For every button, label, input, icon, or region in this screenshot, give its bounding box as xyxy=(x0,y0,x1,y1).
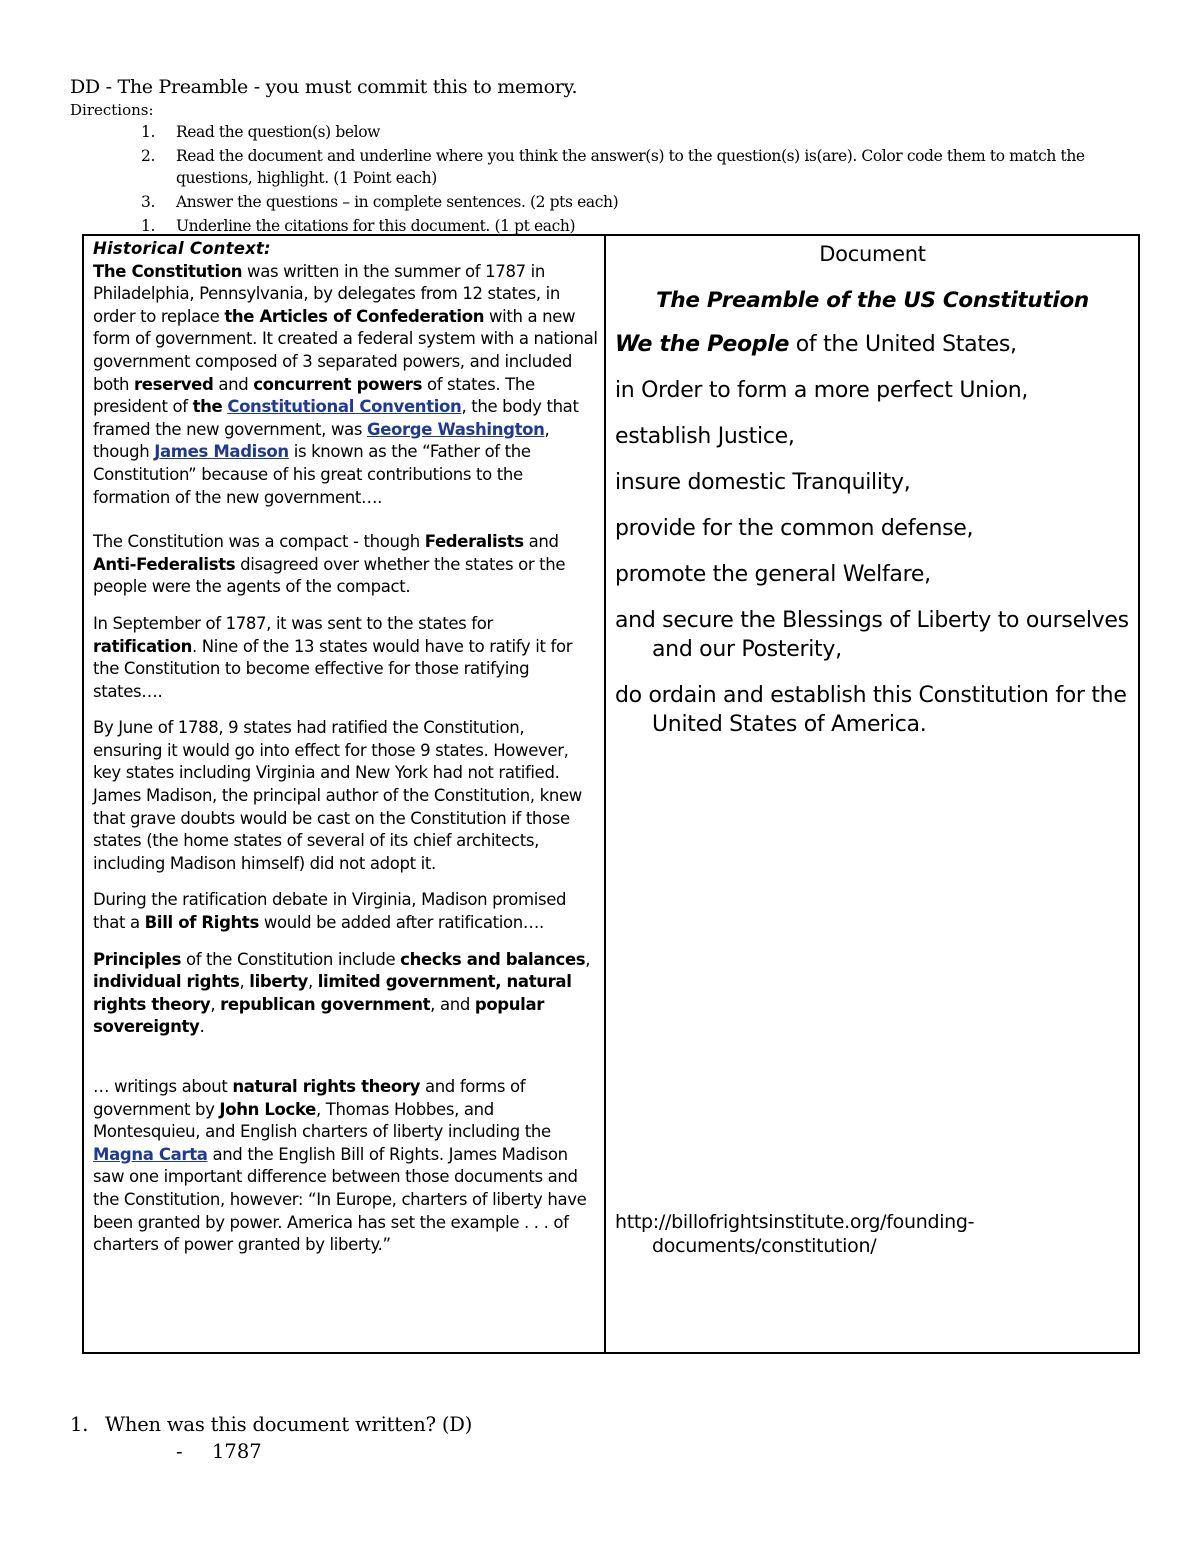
text: was written in the summer of 1787 in Philadelphia, Pennsylvania, by delegates from 12 states, in order to replace xyxy=(93,261,560,326)
preamble-line: do ordain and establish this Constitution for the United States of America. xyxy=(615,683,1127,737)
text: , xyxy=(210,994,221,1014)
document-label: Document xyxy=(819,242,926,266)
bold-term: Federalists xyxy=(424,532,524,552)
bold-term: The Constitution xyxy=(93,261,243,281)
text: , xyxy=(585,949,591,969)
text: . Nine of the 13 states would have to ratify it for the Constitution to become effective for those ratifying states…. xyxy=(93,636,573,701)
text: , and xyxy=(430,994,475,1014)
bold-term: limited government, natural rights theory xyxy=(93,972,572,1014)
bold-term: concurrent powers xyxy=(253,374,423,394)
list-number: 3. xyxy=(141,193,155,211)
context-paragraph xyxy=(93,531,598,599)
bold-term: Anti-Federalists xyxy=(93,554,236,574)
text: . xyxy=(199,1017,205,1037)
james-madison-link[interactable]: James Madison xyxy=(154,442,289,462)
text: , though xyxy=(93,419,550,462)
text: and xyxy=(523,532,559,552)
context-paragraph xyxy=(93,1076,598,1257)
preamble-line: insure domestic Tranquility, xyxy=(615,470,911,495)
context-paragraph xyxy=(93,261,598,510)
preamble-line xyxy=(615,330,1130,359)
list-text: Read the question(s) below xyxy=(176,123,381,141)
bold-term: popular sovereignty xyxy=(93,994,545,1037)
preamble-line: establish Justice, xyxy=(615,424,795,449)
context-heading: Historical Context: xyxy=(93,239,271,258)
column-divider xyxy=(604,236,606,1352)
bold-term: the Articles of Confederation xyxy=(224,306,485,326)
answer-dash: - xyxy=(176,1440,183,1463)
bold-term: liberty xyxy=(249,972,308,992)
bold-term: ratification xyxy=(93,636,192,656)
bold-term: natural rights theory xyxy=(232,1077,421,1096)
text: , xyxy=(239,972,250,992)
text: … writings about xyxy=(93,1077,233,1096)
text: , xyxy=(307,972,318,992)
historical-context-column xyxy=(93,238,598,1271)
source-url[interactable]: http://billofrightsinstitute.org/founding-documents/constitution/ xyxy=(615,1211,975,1257)
text: In September of 1787, it was sent to the states for xyxy=(93,613,493,633)
context-paragraph xyxy=(93,889,598,934)
context-paragraph: By June of 1788, 9 states had ratified the Constitution, ensuring it would go into effect for those 9 states. However, key states including Virginia and New York had not ratified. James Madison, the principal author of the Constitution, knew that grave doubts would be cast on the Constitution if those states (the home states of several of its chief architects, including Madison himself) did not adopt it. xyxy=(93,718,582,873)
list-text: Read the document and underline where you think the answer(s) to the question(s) is(are). Color code them to match the questions, highlight. (1 Point each) xyxy=(176,147,1085,187)
preamble-line: provide for the common defense, xyxy=(615,516,974,541)
george-washington-link[interactable]: George Washington xyxy=(367,419,545,439)
list-item xyxy=(0,145,1200,189)
list-number: 2. xyxy=(141,147,155,165)
preamble-line: in Order to form a more perfect Union, xyxy=(615,378,1029,403)
text: of the Constitution include xyxy=(181,949,401,969)
directions-label: Directions: xyxy=(70,101,154,119)
text: , the body that framed the new government, was xyxy=(93,397,579,439)
question-number: 1. xyxy=(70,1413,89,1436)
bold-term: Principles xyxy=(93,949,182,969)
document-table xyxy=(82,234,1140,1354)
document-column xyxy=(615,238,1130,1257)
text: with a new form of government. It created a federal system with a national government composed of 3 separated powers, and included both xyxy=(93,306,598,394)
preamble-line: promote the general Welfare, xyxy=(615,562,931,587)
list-text: Underline the citations for this document. (1 pt each) xyxy=(176,217,576,235)
text: and forms of government by xyxy=(93,1077,526,1119)
bold-term: Bill of Rights xyxy=(144,913,259,933)
list-number: 1. xyxy=(141,217,155,235)
directions-list xyxy=(0,121,1200,239)
text: disagreed over whether the states or the people were the agents of the compact. xyxy=(93,554,566,597)
answer-1 xyxy=(176,1440,262,1463)
text: is known as the “Father of the Constitution” because of his great contributions to the formation of the new government…. xyxy=(93,442,531,507)
bold-term: the xyxy=(192,397,223,417)
bold-term: individual rights xyxy=(93,972,240,992)
document-title: The Preamble of the US Constitution xyxy=(656,288,1089,313)
text: and the English Bill of Rights. James Madison saw one important difference between those documents and the Constitution, however: “In Europe, charters of liberty have been granted by power. America has set the example . . . of charters of power granted by liberty.” xyxy=(93,1144,587,1255)
page-title: DD - The Preamble - you must commit this to memory. xyxy=(70,76,578,98)
text: of states. The president of xyxy=(93,374,535,417)
text: The Constitution was a compact - though xyxy=(93,532,425,552)
preamble-line: and secure the Blessings of Liberty to ourselves and our Posterity, xyxy=(615,608,1129,662)
context-paragraph xyxy=(93,613,598,703)
question-text: When was this document written? (D) xyxy=(105,1413,473,1436)
context-paragraph xyxy=(93,949,598,1039)
question-1 xyxy=(70,1413,472,1436)
list-item xyxy=(0,191,1200,213)
magna-carta-link[interactable]: Magna Carta xyxy=(93,1144,208,1164)
list-text: Answer the questions – in complete sentences. (2 pts each) xyxy=(176,193,619,211)
text: of the United States, xyxy=(789,332,1017,357)
list-item xyxy=(0,121,1200,143)
constitutional-convention-link[interactable]: Constitutional Convention xyxy=(227,397,462,417)
text: and xyxy=(213,374,254,394)
bold-term: We the People xyxy=(615,332,790,357)
bold-term: checks and balances xyxy=(400,949,586,969)
bold-term: reserved xyxy=(134,374,214,394)
text: would be added after ratification…. xyxy=(258,913,544,933)
answer-text: 1787 xyxy=(212,1440,262,1463)
text: During the ratification debate in Virginia, Madison promised that a xyxy=(93,890,567,933)
list-number: 1. xyxy=(141,123,155,141)
text: , Thomas Hobbes, and Montesquieu, and English charters of liberty including the xyxy=(93,1099,551,1142)
bold-term: republican government xyxy=(220,994,431,1014)
bold-term: John Locke xyxy=(219,1099,316,1119)
